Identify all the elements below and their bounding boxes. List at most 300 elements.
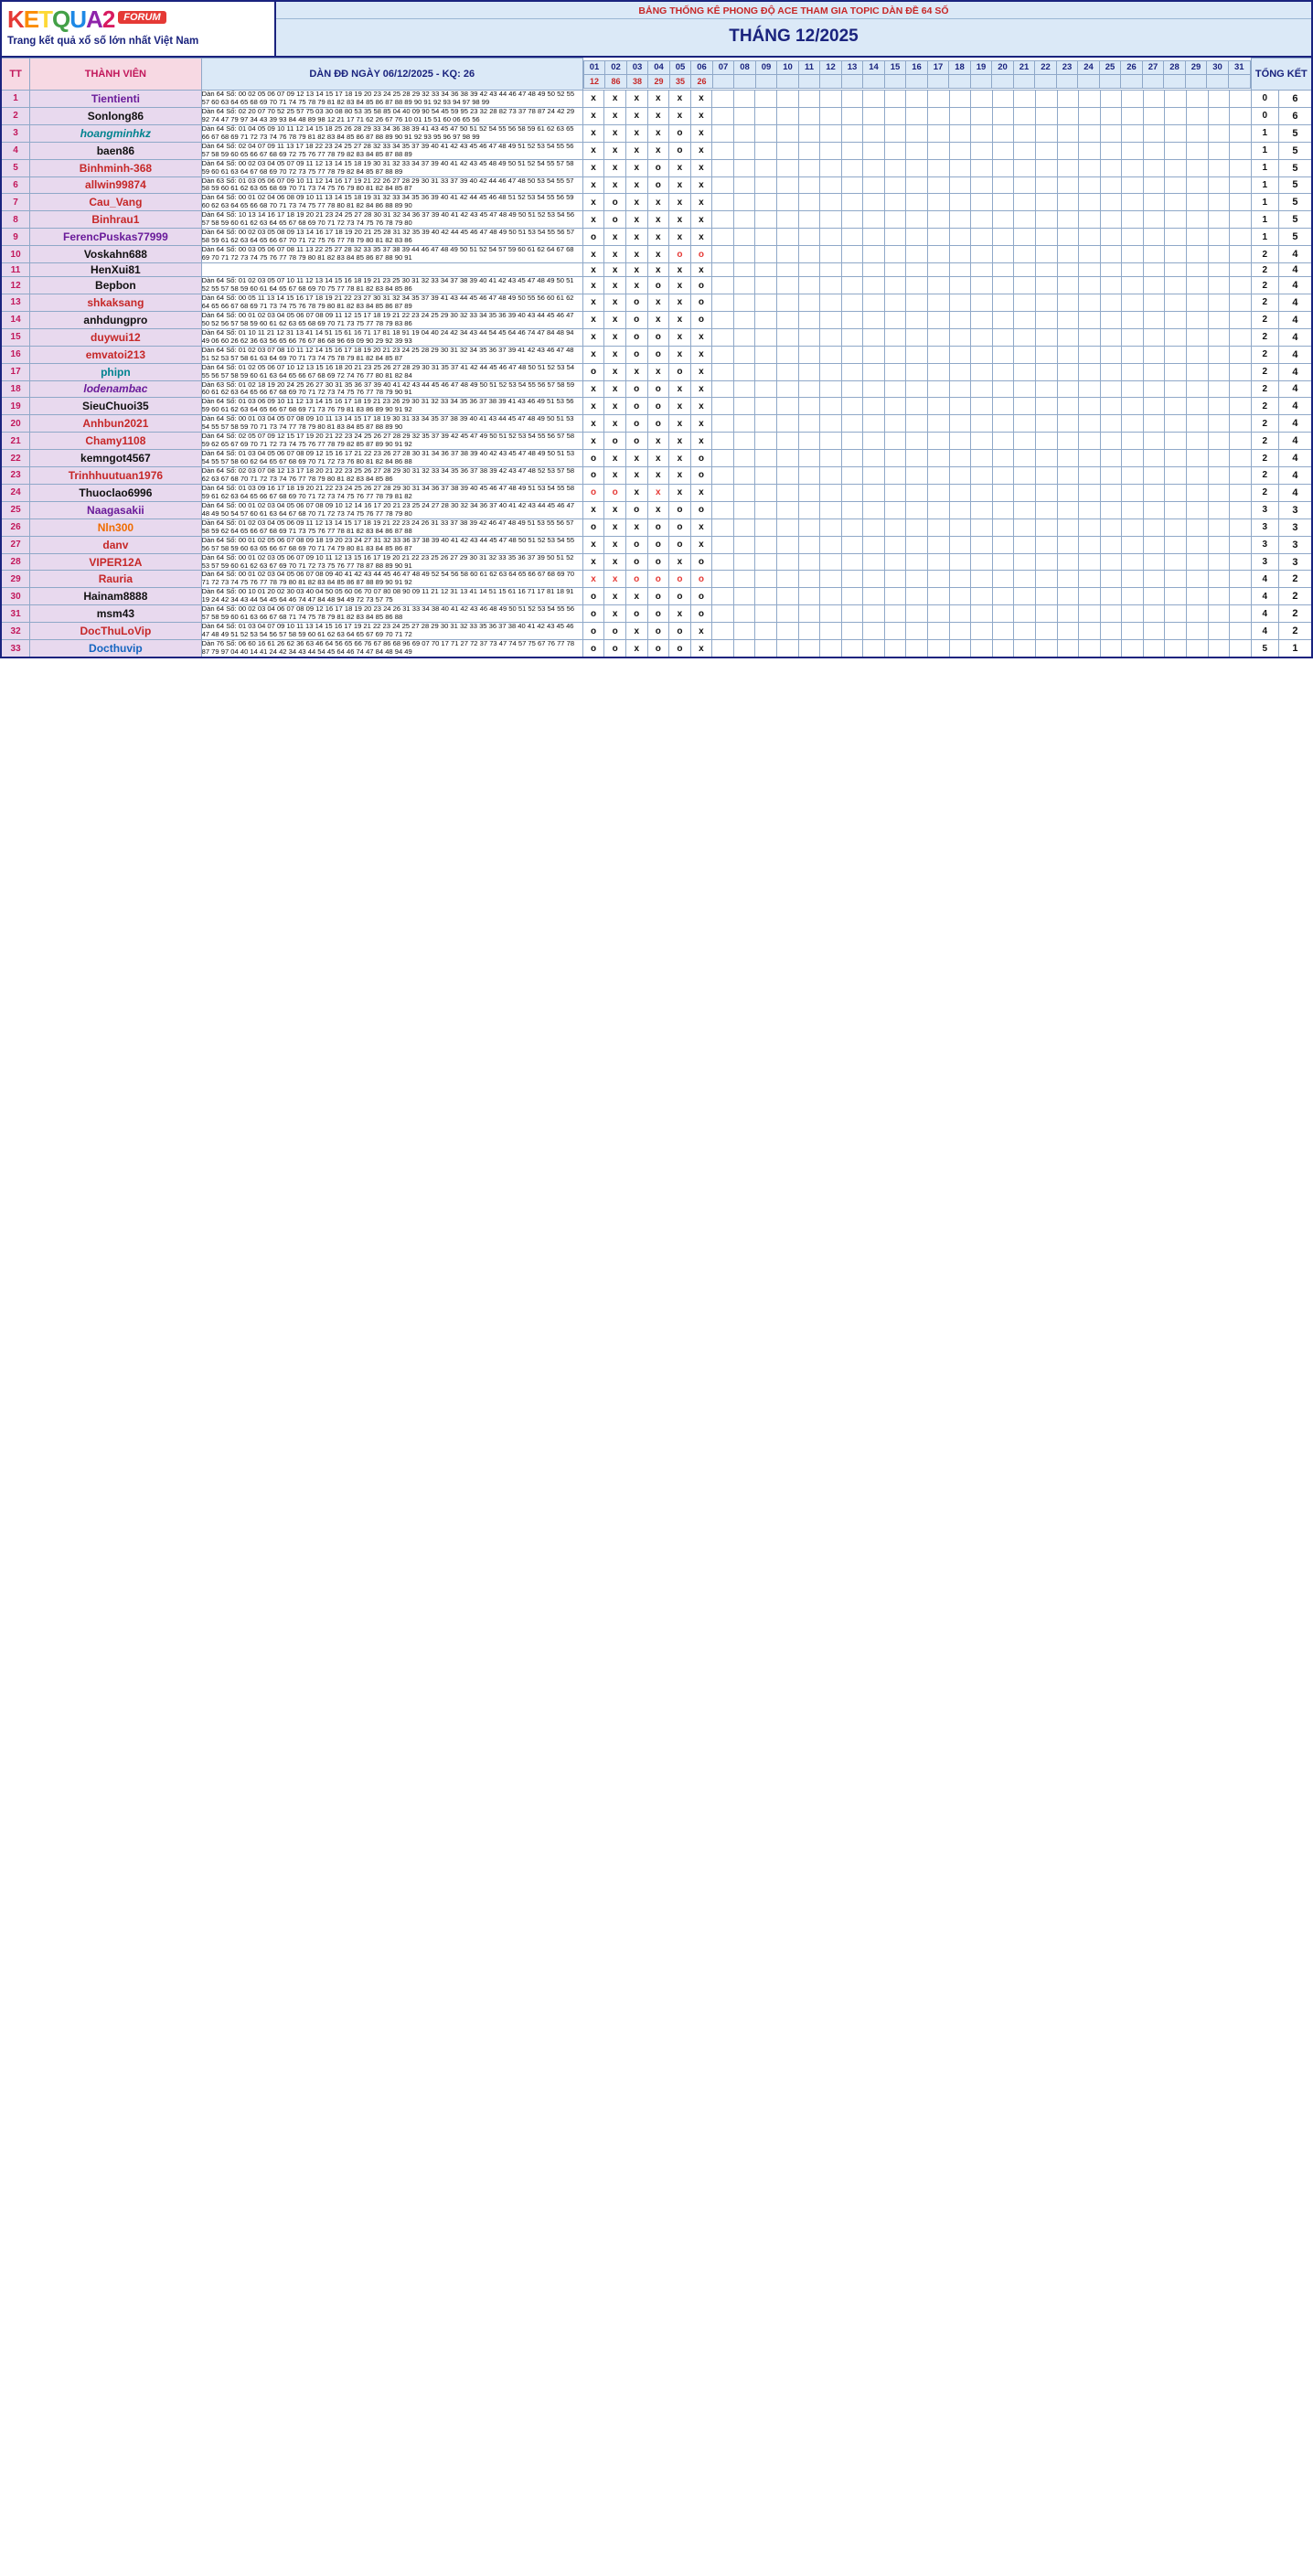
mark-glyph: o [655, 383, 661, 394]
day-mark [1014, 277, 1036, 294]
member-name[interactable] [30, 433, 201, 450]
day-mark [1186, 484, 1208, 501]
day-mark [604, 107, 626, 124]
day-mark [690, 159, 712, 176]
member-name-label: HenXui81 [91, 263, 141, 277]
day-number: 20 [992, 60, 1014, 74]
member-name[interactable] [30, 311, 201, 328]
row-index: 4 [1, 142, 30, 159]
day-mark [625, 467, 647, 485]
member-name-label: Hainam8888 [83, 590, 148, 604]
day-mark [1186, 107, 1208, 124]
col-member: THÀNH VIÊN [30, 59, 201, 91]
day-mark [949, 263, 971, 277]
day-mark [712, 640, 734, 657]
member-name[interactable] [30, 294, 201, 311]
member-name[interactable] [30, 263, 201, 277]
hit-count: 4 [1278, 433, 1312, 450]
hit-count: 4 [1278, 415, 1312, 433]
member-name[interactable] [30, 588, 201, 605]
mark-glyph: o [677, 505, 683, 516]
day-mark [1165, 553, 1187, 571]
day-mark [841, 623, 863, 640]
day-mark [949, 605, 971, 623]
mark-glyph: x [612, 522, 618, 533]
day-mark [604, 501, 626, 518]
mark-glyph: x [677, 435, 683, 446]
day-mark [971, 518, 993, 536]
day-mark [625, 263, 647, 277]
day-mark [1230, 194, 1252, 211]
member-name[interactable] [30, 246, 201, 263]
day-mark [1014, 380, 1036, 398]
day-number: 27 [1142, 60, 1164, 74]
day-mark [906, 623, 928, 640]
day-mark [604, 211, 626, 229]
mark-glyph: x [656, 264, 661, 275]
day-mark [1100, 398, 1122, 415]
mark-glyph: x [634, 128, 639, 139]
row-index: 12 [1, 277, 30, 294]
dan-numbers: Dàn 64 Số: 00 05 11 13 14 15 16 17 18 19 21 22 23 27 30 31 32 34 35 37 39 41 43 44 45 46 47 48 49 50 55 56 60 61 62 64 65 66 67 68 69 71 73 74 75 76 78 79 80 81 82 83 84 85 86 87 89 [201, 294, 582, 311]
member-name[interactable] [30, 229, 201, 246]
day-mark [949, 553, 971, 571]
day-mark [1165, 159, 1187, 176]
day-mark [1230, 553, 1252, 571]
day-mark [733, 91, 755, 108]
day-mark [1230, 328, 1252, 346]
day-mark [884, 328, 906, 346]
day-mark [1079, 640, 1101, 657]
day-mark [971, 380, 993, 398]
dan-numbers: Dàn 64 Số: 00 02 03 04 06 07 08 09 12 16 17 18 19 20 23 24 26 31 33 34 38 40 41 42 43 46 48 49 50 51 52 53 54 55 56 57 58 59 60 61 63 66 67 68 71 74 75 78 79 81 82 83 84 85 86 88 [201, 605, 582, 623]
day-mark [647, 229, 669, 246]
day-mark [625, 501, 647, 518]
day-mark [1014, 311, 1036, 328]
mark-glyph: x [612, 163, 618, 174]
day-mark [1165, 640, 1187, 657]
table-row [1, 433, 1312, 450]
day-mark [625, 142, 647, 159]
day-mark [992, 450, 1014, 467]
day-mark [582, 518, 604, 536]
mark-glyph: x [634, 145, 639, 156]
day-mark [690, 328, 712, 346]
day-mark [1014, 159, 1036, 176]
day-mark [1079, 246, 1101, 263]
day-mark [1165, 536, 1187, 553]
day-mark [733, 363, 755, 380]
member-name[interactable] [30, 277, 201, 294]
miss-count: 4 [1251, 588, 1278, 605]
day-mark [1208, 263, 1230, 277]
day-mark [1014, 553, 1036, 571]
day-mark [755, 363, 777, 380]
member-name[interactable] [30, 450, 201, 467]
day-mark [755, 294, 777, 311]
day-mark [992, 363, 1014, 380]
day-mark [1122, 536, 1144, 553]
day-number: 10 [777, 60, 799, 74]
day-mark [1100, 518, 1122, 536]
mark-glyph: x [634, 163, 639, 174]
day-mark [755, 263, 777, 277]
member-name-label: anhdungpro [83, 313, 148, 326]
member-name[interactable] [30, 91, 201, 108]
mark-glyph: x [677, 608, 683, 619]
day-mark [1143, 467, 1165, 485]
day-mark [1230, 176, 1252, 194]
day-mark [625, 246, 647, 263]
day-result [970, 74, 992, 88]
day-mark [669, 588, 691, 605]
day-mark [1014, 346, 1036, 363]
mark-glyph: x [634, 453, 639, 464]
day-mark [820, 501, 842, 518]
day-mark [712, 107, 734, 124]
day-mark [906, 328, 928, 346]
day-mark [733, 467, 755, 485]
row-index: 18 [1, 380, 30, 398]
day-result [1207, 74, 1229, 88]
day-mark [1230, 294, 1252, 311]
row-index: 8 [1, 211, 30, 229]
mark-glyph: x [699, 643, 704, 654]
day-mark [1057, 311, 1079, 328]
day-result [777, 74, 799, 88]
day-mark [1186, 328, 1208, 346]
mark-glyph: o [677, 145, 683, 156]
day-mark [604, 159, 626, 176]
day-mark [755, 518, 777, 536]
day-number-row [583, 60, 1250, 74]
day-mark [733, 107, 755, 124]
day-mark [776, 415, 798, 433]
day-mark [971, 571, 993, 588]
day-mark [820, 640, 842, 657]
day-mark [733, 263, 755, 277]
day-mark [798, 380, 820, 398]
day-mark [1079, 380, 1101, 398]
member-name[interactable] [30, 467, 201, 485]
member-name[interactable] [30, 194, 201, 211]
day-mark [776, 176, 798, 194]
day-number: 08 [734, 60, 756, 74]
dan-numbers: Dàn 64 Số: 01 03 06 09 10 11 12 13 14 15 16 17 18 19 21 23 26 29 30 31 32 33 34 35 36 37 38 39 41 43 46 49 51 53 56 59 60 61 62 63 64 65 66 67 68 69 71 73 76 79 81 83 86 89 90 91 92 [201, 398, 582, 415]
day-mark [712, 536, 734, 553]
day-mark [1230, 346, 1252, 363]
mark-glyph: x [677, 401, 683, 412]
day-mark [733, 311, 755, 328]
day-mark [1186, 501, 1208, 518]
day-mark [582, 623, 604, 640]
day-mark [1208, 194, 1230, 211]
day-mark [690, 553, 712, 571]
day-mark [928, 263, 950, 277]
day-mark [733, 229, 755, 246]
mark-glyph: o [677, 540, 683, 550]
member-name-label: Docthuvip [89, 642, 143, 656]
day-mark [1035, 640, 1057, 657]
day-mark [625, 311, 647, 328]
day-mark [820, 536, 842, 553]
day-mark [906, 107, 928, 124]
mark-glyph: x [591, 418, 596, 429]
mark-glyph: x [677, 264, 683, 275]
row-index: 10 [1, 246, 30, 263]
day-mark [1186, 640, 1208, 657]
day-mark [1143, 536, 1165, 553]
day-mark [1079, 398, 1101, 415]
day-mark [798, 415, 820, 433]
mark-glyph: o [655, 418, 661, 429]
member-name[interactable] [30, 640, 201, 657]
member-name-label: baen86 [96, 144, 135, 157]
day-result: 29 [648, 74, 670, 88]
mark-glyph: x [634, 264, 639, 275]
day-mark [712, 142, 734, 159]
day-mark [1165, 363, 1187, 380]
day-mark [798, 623, 820, 640]
day-mark [971, 194, 993, 211]
day-mark [971, 107, 993, 124]
member-name[interactable] [30, 380, 201, 398]
mark-glyph: o [655, 643, 661, 654]
day-mark [669, 501, 691, 518]
day-mark [1230, 107, 1252, 124]
day-mark [776, 124, 798, 142]
day-mark [1014, 623, 1036, 640]
logo-letter: A [86, 5, 102, 33]
site-branding [2, 2, 276, 56]
mark-glyph: x [612, 145, 618, 156]
day-mark [992, 433, 1014, 450]
member-name[interactable] [30, 346, 201, 363]
day-mark [582, 484, 604, 501]
member-name[interactable] [30, 518, 201, 536]
day-mark [1230, 484, 1252, 501]
day-mark [690, 294, 712, 311]
day-mark [928, 107, 950, 124]
mark-glyph: o [655, 163, 661, 174]
mark-glyph: x [677, 93, 683, 104]
day-mark [1014, 294, 1036, 311]
day-mark [971, 142, 993, 159]
day-mark [582, 588, 604, 605]
day-mark [712, 211, 734, 229]
day-mark [798, 91, 820, 108]
day-mark [884, 246, 906, 263]
member-name[interactable] [30, 159, 201, 176]
member-name[interactable] [30, 605, 201, 623]
day-mark [690, 450, 712, 467]
day-mark [1035, 398, 1057, 415]
day-mark [776, 433, 798, 450]
mark-glyph: o [612, 625, 618, 636]
day-mark [884, 107, 906, 124]
day-mark [669, 415, 691, 433]
member-name[interactable] [30, 536, 201, 553]
mark-glyph: x [612, 505, 618, 516]
mark-glyph: x [656, 470, 661, 481]
dan-numbers: Dàn 64 Số: 10 13 14 16 17 18 19 20 21 23 24 25 27 28 30 31 32 34 36 37 39 40 41 42 43 45 47 48 49 50 51 52 53 54 56 57 58 59 60 61 62 63 64 65 67 68 69 70 71 72 73 74 75 76 78 79 80 [201, 211, 582, 229]
day-mark [820, 294, 842, 311]
mark-glyph: x [591, 163, 596, 174]
member-name[interactable] [30, 484, 201, 501]
day-mark [1208, 588, 1230, 605]
day-mark [604, 588, 626, 605]
day-mark [1079, 433, 1101, 450]
day-mark [1186, 450, 1208, 467]
day-mark [582, 124, 604, 142]
member-name[interactable] [30, 623, 201, 640]
day-mark [884, 380, 906, 398]
dan-numbers: Dàn 64 Số: 00 01 02 03 04 05 06 07 08 09 11 12 15 17 18 19 21 22 23 24 25 29 30 32 33 34 35 36 39 40 43 44 45 46 47 50 52 56 57 58 59 60 61 62 63 65 68 69 70 71 73 75 77 78 79 83 86 [201, 311, 582, 328]
logo-wordmark[interactable] [7, 7, 114, 31]
miss-count: 3 [1251, 553, 1278, 571]
day-mark [1122, 246, 1144, 263]
day-mark [1165, 176, 1187, 194]
mark-glyph: o [634, 608, 640, 619]
day-mark [625, 176, 647, 194]
day-mark [776, 328, 798, 346]
hit-count: 6 [1278, 107, 1312, 124]
day-mark [1186, 433, 1208, 450]
day-mark [647, 294, 669, 311]
day-mark [1035, 467, 1057, 485]
day-mark [1122, 124, 1144, 142]
hit-count: 4 [1278, 246, 1312, 263]
day-mark [776, 142, 798, 159]
day-result: 38 [626, 74, 648, 88]
logo-letter: E [23, 5, 39, 33]
day-mark [647, 398, 669, 415]
dan-numbers: Dàn 64 Số: 00 10 01 20 02 30 03 40 04 50 05 60 06 70 07 80 08 90 09 11 21 12 31 13 41 14 51 15 61 16 71 17 81 18 91 19 24 42 34 43 44 54 45 64 46 74 47 84 48 94 49 72 73 57 75 [201, 588, 582, 605]
day-mark [906, 229, 928, 246]
mark-glyph: x [634, 179, 639, 190]
mark-glyph: o [591, 643, 597, 654]
day-mark [669, 518, 691, 536]
day-mark [1079, 277, 1101, 294]
day-mark [1122, 518, 1144, 536]
day-mark [1057, 194, 1079, 211]
day-number: 18 [949, 60, 971, 74]
day-mark [863, 124, 885, 142]
member-name[interactable] [30, 107, 201, 124]
day-mark [1035, 553, 1057, 571]
member-name[interactable] [30, 398, 201, 415]
member-name-label: FerencPuskas77999 [63, 230, 168, 244]
day-mark [1035, 176, 1057, 194]
day-mark [1122, 263, 1144, 277]
member-name[interactable] [30, 363, 201, 380]
dan-numbers: Dàn 64 Số: 00 02 05 06 07 09 12 13 14 15 17 18 19 20 23 24 25 28 29 32 33 34 36 38 39 42 43 44 46 47 48 49 50 52 55 57 60 63 64 65 68 69 70 71 74 75 78 79 81 82 83 84 85 86 87 88 89 90 91 92 93 94 97 98 99 [201, 91, 582, 108]
member-name[interactable] [30, 415, 201, 433]
day-mark [776, 623, 798, 640]
day-mark [755, 311, 777, 328]
day-mark [712, 159, 734, 176]
day-mark [1143, 433, 1165, 450]
mark-glyph: o [655, 349, 661, 360]
day-mark [1079, 415, 1101, 433]
dan-numbers: Dàn 64 Số: 00 01 02 03 04 05 06 07 08 09 10 12 14 16 17 20 21 23 25 24 27 28 30 32 34 36 37 40 41 42 43 44 45 46 47 48 49 50 54 57 60 61 63 64 67 68 70 71 72 73 74 75 76 77 78 79 80 [201, 501, 582, 518]
day-mark [582, 398, 604, 415]
member-name[interactable] [30, 124, 201, 142]
day-mark [820, 450, 842, 467]
hit-count: 4 [1278, 277, 1312, 294]
day-mark [755, 91, 777, 108]
member-name[interactable] [30, 176, 201, 194]
table-row [1, 263, 1312, 277]
day-mark [1079, 294, 1101, 311]
row-index: 14 [1, 311, 30, 328]
day-mark [1057, 553, 1079, 571]
day-mark [863, 380, 885, 398]
day-mark [776, 159, 798, 176]
day-mark [884, 176, 906, 194]
day-mark [992, 640, 1014, 657]
day-mark [1122, 553, 1144, 571]
mark-glyph: o [612, 487, 618, 498]
row-index: 2 [1, 107, 30, 124]
day-mark [1208, 246, 1230, 263]
day-mark [971, 159, 993, 176]
day-mark [798, 107, 820, 124]
member-name[interactable] [30, 211, 201, 229]
day-mark [1057, 277, 1079, 294]
member-name[interactable] [30, 571, 201, 588]
day-mark [755, 605, 777, 623]
day-mark [841, 571, 863, 588]
day-mark [1230, 363, 1252, 380]
mark-glyph: x [677, 231, 683, 242]
day-mark [1122, 328, 1144, 346]
day-mark [690, 124, 712, 142]
day-mark [1057, 346, 1079, 363]
table-row [1, 194, 1312, 211]
day-mark [690, 194, 712, 211]
day-mark [604, 380, 626, 398]
member-name[interactable] [30, 501, 201, 518]
day-mark [1208, 277, 1230, 294]
mark-glyph: x [656, 145, 661, 156]
mark-glyph: o [591, 625, 597, 636]
member-name[interactable] [30, 328, 201, 346]
day-mark [755, 450, 777, 467]
day-mark [928, 433, 950, 450]
hit-count: 3 [1278, 536, 1312, 553]
day-mark [669, 623, 691, 640]
day-mark [798, 571, 820, 588]
day-mark [1014, 176, 1036, 194]
day-number: 31 [1228, 60, 1250, 74]
table-row [1, 211, 1312, 229]
day-mark [1122, 277, 1144, 294]
day-mark [1035, 294, 1057, 311]
day-mark [647, 484, 669, 501]
day-mark [1143, 194, 1165, 211]
member-name[interactable] [30, 553, 201, 571]
hit-count: 4 [1278, 363, 1312, 380]
mark-glyph: o [612, 435, 618, 446]
member-name[interactable] [30, 142, 201, 159]
day-mark [1165, 311, 1187, 328]
day-mark [841, 263, 863, 277]
day-mark [647, 194, 669, 211]
day-mark [625, 536, 647, 553]
day-mark [776, 450, 798, 467]
day-mark [1208, 415, 1230, 433]
